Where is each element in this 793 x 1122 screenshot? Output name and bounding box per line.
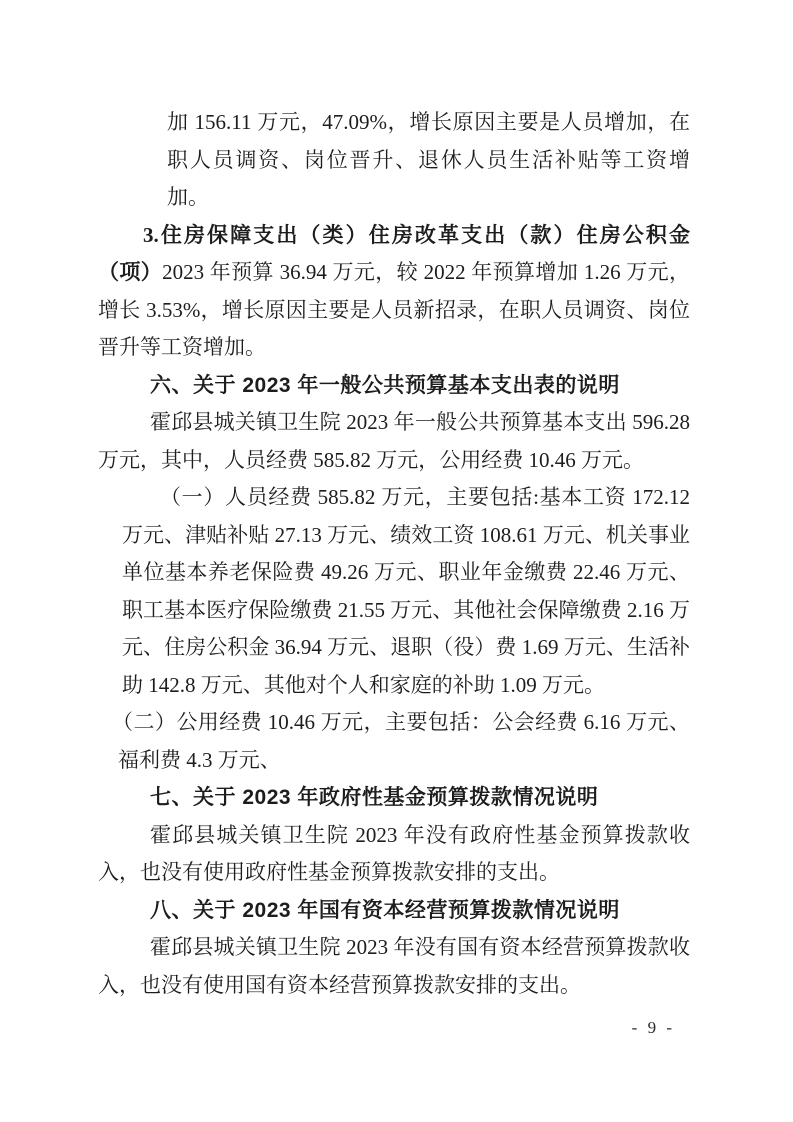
page-number: - 9 - — [631, 1018, 675, 1037]
paragraph-public-expense: （二）公用经费 10.46 万元，主要包括：公会经费 6.16 万元、福利费 4.3 万元、 — [112, 710, 690, 772]
paragraph-government-fund: 霍邱县城关镇卫生院 2023 年没有政府性基金预算拨款收入，也没有使用政府性基金预算拨款安排的支出。 — [98, 822, 690, 884]
paragraph-carryover: 加 156.11 万元，47.09%，增长原因主要是人员增加，在职人员调资、岗位晋升、退休人员生活补贴等工资增加。 — [167, 110, 690, 209]
paragraph-personnel-expense: （一）人员经费 585.82 万元，主要包括:基本工资 172.12 万元、津贴补贴 27.13 万元、绩效工资 108.61 万元、机关事业单位基本养老保险费 49.26 万元、职业年金缴费 22.46 万元、职工基本医疗保险缴费 21.55 万元、其他社会保障缴费 2.16 万元、住房公积金 36.94 万元、退职（役）费 1.69 万元、生活补助 142.8 万元、其他对个人和家庭的补助 1.09 万元。 — [122, 485, 690, 697]
housing-fund-bold-label: 3.住房保障支出（类）住房改革支出（款）住房公积金（项） — [98, 222, 690, 284]
paragraph-basic-expense: 霍邱县城关镇卫生院 2023 年一般公共预算基本支出 596.28 万元，其中，人员经费 585.82 万元，公用经费 10.46 万元。 — [98, 410, 690, 472]
document-body — [98, 104, 690, 1004]
heading-section-six: 六、关于 2023 年一般公共预算基本支出表的说明 — [150, 373, 620, 397]
paragraph-state-capital: 霍邱县城关镇卫生院 2023 年没有国有资本经营预算拨款收入，也没有使用国有资本经营预算拨款安排的支出。 — [98, 935, 690, 997]
heading-section-eight: 八、关于 2023 年国有资本经营预算拨款情况说明 — [150, 898, 620, 922]
housing-fund-detail-text: 2023 年预算 36.94 万元，较 2022 年预算增加 1.26 万元，增长 3.53%，增长原因主要是人员新招录，在职人员调资、岗位晋升等工资增加。 — [98, 260, 690, 359]
heading-section-seven: 七、关于 2023 年政府性基金预算拨款情况说明 — [150, 786, 599, 809]
paragraph-housing-fund — [98, 217, 690, 367]
